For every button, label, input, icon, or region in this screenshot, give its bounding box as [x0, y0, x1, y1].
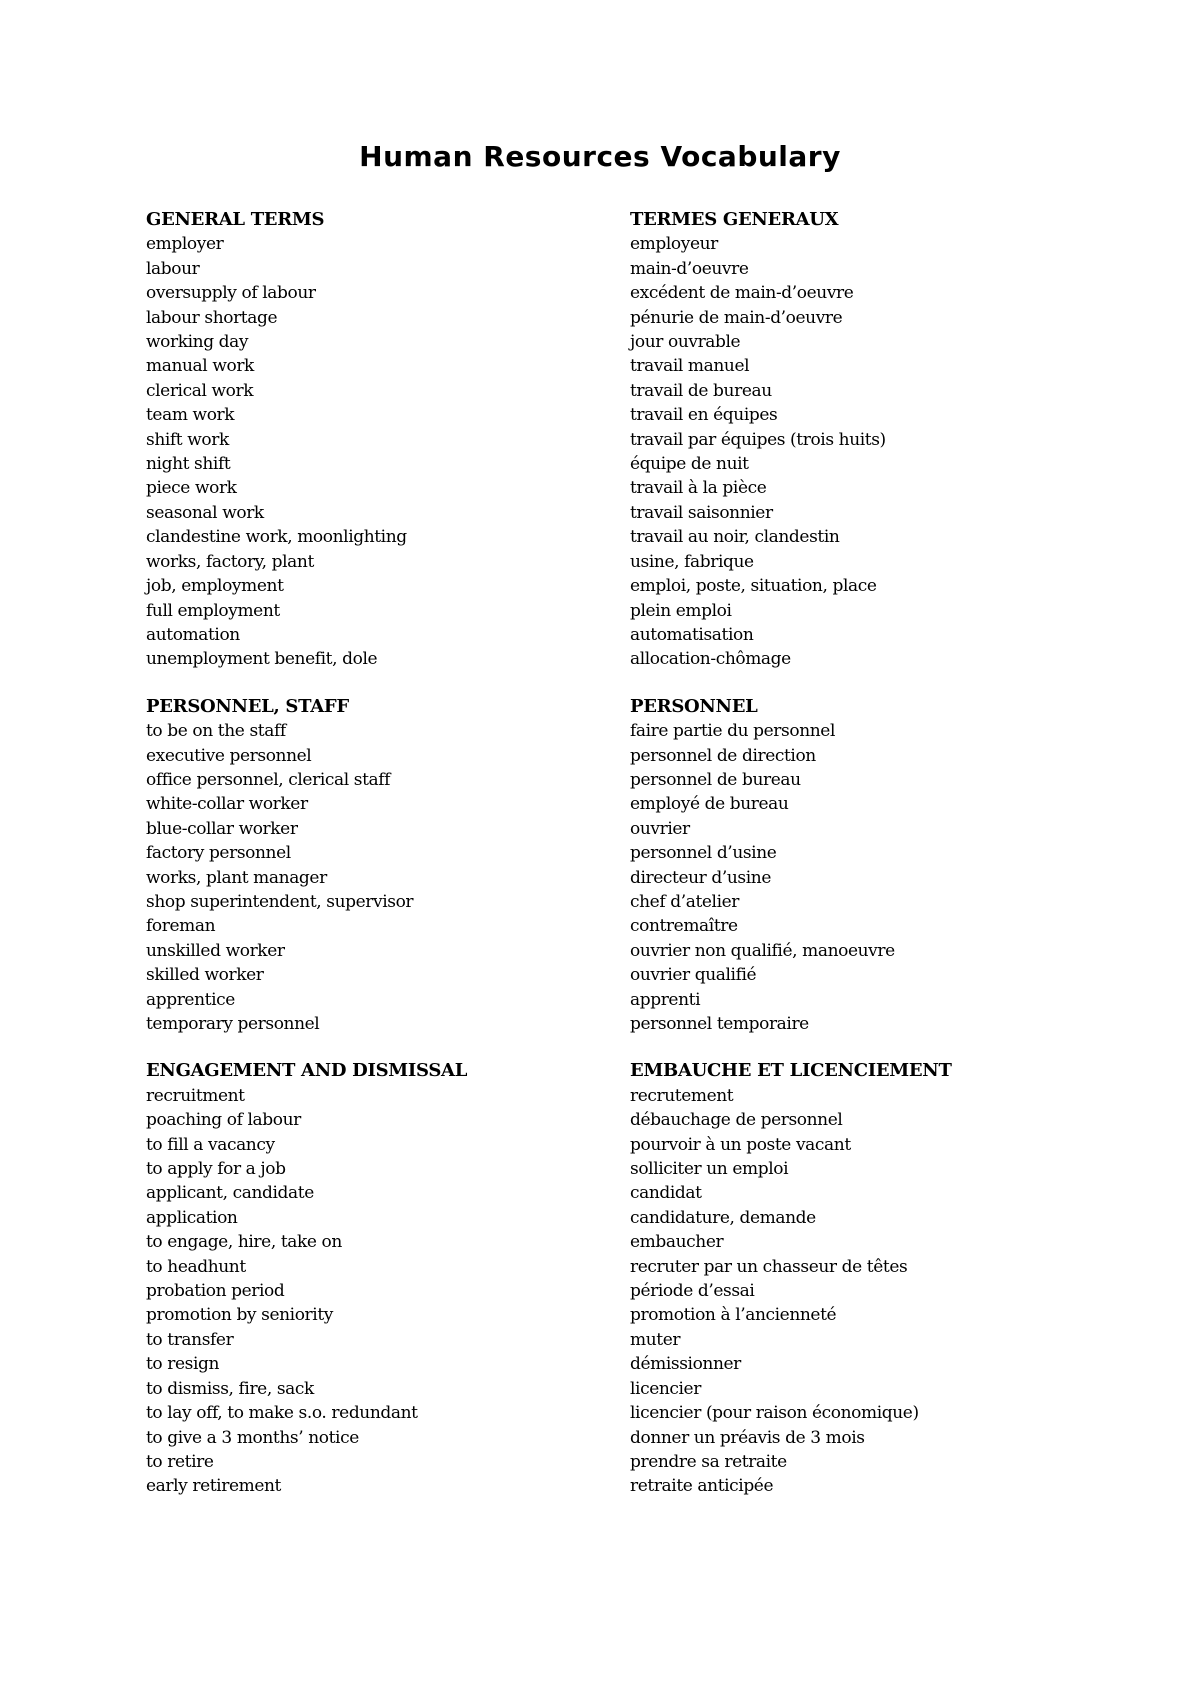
vocab-term: unemployment benefit, dole — [146, 649, 378, 670]
vocab-term: recrutement — [630, 1085, 734, 1106]
french-section — [630, 208, 1130, 672]
vocab-term: solliciter un emploi — [630, 1159, 789, 1180]
english-column — [146, 208, 616, 1522]
vocab-term: seasonal work — [146, 502, 264, 523]
vocab-term: licencier (pour raison économique) — [630, 1403, 919, 1424]
vocab-term: travail de bureau — [630, 380, 772, 401]
vocab-term: embaucher — [630, 1232, 724, 1253]
vocab-term: directeur d’usine — [630, 867, 772, 888]
vocab-term: travail au noir, clandestin — [630, 527, 840, 548]
vocab-term: automatisation — [630, 624, 754, 645]
section-heading: EMBAUCHE ET LICENCIEMENT — [630, 1060, 952, 1082]
vocab-term: skilled worker — [146, 965, 264, 986]
vocab-term: to headhunt — [146, 1256, 246, 1277]
vocab-term: apprentice — [146, 989, 235, 1010]
section-heading: PERSONNEL — [630, 695, 758, 717]
vocab-term: travail en équipes — [630, 405, 778, 426]
english-section — [146, 1059, 616, 1498]
section-heading: TERMES GENERAUX — [630, 209, 839, 230]
vocab-term: candidat — [630, 1183, 702, 1204]
vocab-term: night shift — [146, 454, 231, 475]
vocab-term: personnel de bureau — [630, 769, 801, 790]
vocab-term: piece work — [146, 478, 237, 499]
vocab-term: to retire — [146, 1451, 214, 1472]
english-section — [146, 695, 616, 1037]
french-column — [630, 208, 1130, 1522]
vocab-term: pourvoir à un poste vacant — [630, 1134, 851, 1155]
page-title: Human Resources Vocabulary — [359, 140, 841, 173]
vocab-term: travail par équipes (trois huits) — [630, 429, 886, 450]
section-heading: PERSONNEL, STAFF — [146, 695, 349, 717]
vocab-term: automation — [146, 624, 240, 645]
vocab-term: promotion by seniority — [146, 1305, 333, 1326]
vocab-term: labour — [146, 258, 200, 279]
vocab-term: plein emploi — [630, 600, 732, 621]
vocab-term: faire partie du personnel — [630, 721, 835, 742]
vocab-term: débauchage de personnel — [630, 1110, 843, 1131]
vocab-term: allocation-chômage — [630, 649, 791, 670]
vocab-term: main-d’oeuvre — [630, 258, 749, 279]
french-section — [630, 1059, 1130, 1498]
vocab-term: oversupply of labour — [146, 283, 316, 304]
vocab-term: office personnel, clerical staff — [146, 769, 391, 790]
vocab-term: employeur — [630, 234, 718, 255]
vocab-term: application — [146, 1207, 238, 1228]
vocab-term: manual work — [146, 356, 254, 377]
vocab-term: pénurie de main-d’oeuvre — [630, 307, 843, 328]
vocab-term: team work — [146, 405, 235, 426]
vocab-term: factory personnel — [146, 843, 291, 864]
section-heading: GENERAL TERMS — [146, 209, 325, 230]
vocab-term: employer — [146, 234, 224, 255]
vocab-term: to resign — [146, 1354, 220, 1375]
vocab-term: to engage, hire, take on — [146, 1232, 342, 1253]
vocab-term: clerical work — [146, 380, 254, 401]
vocab-term: prendre sa retraite — [630, 1451, 787, 1472]
vocab-term: to be on the staff — [146, 721, 286, 742]
vocab-term: retraite anticipée — [630, 1476, 774, 1497]
vocab-term: to apply for a job — [146, 1159, 286, 1180]
vocab-term: recruitment — [146, 1085, 245, 1106]
english-section — [146, 208, 616, 672]
french-section — [630, 695, 1130, 1037]
vocab-term: to give a 3 months’ notice — [146, 1427, 359, 1448]
vocab-term: apprenti — [630, 989, 701, 1010]
vocab-term: working day — [146, 332, 249, 353]
vocab-term: personnel d’usine — [630, 843, 777, 864]
vocab-term: to transfer — [146, 1329, 234, 1350]
vocab-term: job, employment — [146, 576, 284, 597]
vocab-term: chef d’atelier — [630, 891, 740, 912]
vocab-term: shop superintendent, supervisor — [146, 891, 414, 912]
vocab-term: foreman — [146, 916, 216, 937]
section-heading: ENGAGEMENT AND DISMISSAL — [146, 1060, 468, 1082]
vocab-term: contremaître — [630, 916, 738, 937]
vocab-term: white-collar worker — [146, 794, 308, 815]
vocab-term: employé de bureau — [630, 794, 789, 815]
vocab-term: to dismiss, fire, sack — [146, 1378, 314, 1399]
vocab-term: applicant, candidate — [146, 1183, 314, 1204]
vocab-term: works, plant manager — [146, 867, 327, 888]
vocab-term: labour shortage — [146, 307, 278, 328]
vocab-term: équipe de nuit — [630, 454, 749, 475]
vocab-term: clandestine work, moonlighting — [146, 527, 407, 548]
vocab-term: emploi, poste, situation, place — [630, 576, 877, 597]
vocab-term: personnel temporaire — [630, 1014, 809, 1034]
vocab-term: full employment — [146, 600, 280, 621]
vocab-term: travail saisonnier — [630, 502, 773, 523]
vocab-term: recruter par un chasseur de têtes — [630, 1256, 908, 1277]
vocab-term: ouvrier qualifié — [630, 965, 757, 986]
vocab-term: usine, fabrique — [630, 551, 754, 572]
vocab-term: excédent de main-d’oeuvre — [630, 283, 854, 304]
vocab-term: temporary personnel — [146, 1014, 320, 1034]
vocab-term: démissionner — [630, 1354, 741, 1375]
vocab-term: to lay off, to make s.o. redundant — [146, 1403, 418, 1424]
vocab-term: travail manuel — [630, 356, 750, 377]
vocab-term: to fill a vacancy — [146, 1134, 275, 1155]
vocab-term: jour ouvrable — [630, 332, 741, 353]
vocab-term: works, factory, plant — [146, 551, 314, 572]
vocab-term: ouvrier — [630, 818, 690, 839]
vocab-term: probation period — [146, 1281, 285, 1302]
vocab-term: early retirement — [146, 1476, 281, 1497]
vocab-term: travail à la pièce — [630, 478, 767, 499]
vocab-term: période d’essai — [630, 1281, 755, 1302]
vocab-term: executive personnel — [146, 745, 312, 766]
vocab-term: candidature, demande — [630, 1207, 816, 1228]
vocab-term: licencier — [630, 1378, 701, 1399]
vocab-term: promotion à l’ancienneté — [630, 1305, 837, 1326]
vocab-term: blue-collar worker — [146, 818, 298, 839]
vocab-term: muter — [630, 1329, 681, 1350]
vocab-term: ouvrier non qualifié, manoeuvre — [630, 940, 895, 961]
vocab-term: personnel de direction — [630, 745, 816, 766]
vocab-term: unskilled worker — [146, 940, 285, 961]
vocab-term: poaching of labour — [146, 1110, 301, 1131]
vocab-term: shift work — [146, 429, 229, 450]
vocab-term: donner un préavis de 3 mois — [630, 1427, 865, 1448]
